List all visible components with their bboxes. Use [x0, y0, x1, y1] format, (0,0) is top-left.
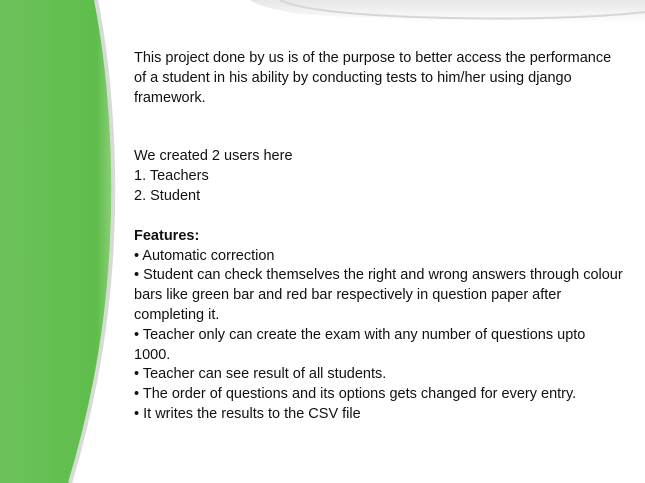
- green-curve-shape: [0, 0, 113, 483]
- feature-item: • Automatic correction: [134, 247, 275, 264]
- feature-item: • Teacher only can create the exam with any number of questions upto 1000.: [134, 326, 586, 363]
- feature-item: • Student can check themselves the right and wrong answers through colour bars like green bar and red bar respectively in question paper after completing it.: [134, 267, 623, 323]
- slide-content: [134, 49, 624, 425]
- feature-item: • The order of questions and its options gets changed for every entry.: [134, 386, 577, 403]
- users-item-student: 2. Student: [134, 187, 201, 204]
- feature-item: • It writes the results to the CSV file: [134, 405, 361, 422]
- grey-swoosh-shape: [250, 0, 645, 24]
- intro-paragraph: This project done by us is of the purpose to better access the performance of a student in his ability by conducting tests to him/her using django framework.: [134, 50, 612, 106]
- features-title: Features:: [134, 227, 200, 244]
- users-heading: We created 2 users here: [134, 148, 293, 165]
- features-section: [134, 227, 624, 425]
- users-item-teachers: 1. Teachers: [134, 168, 209, 185]
- feature-item: • Teacher can see result of all students.: [134, 366, 387, 383]
- features-list: [134, 247, 624, 425]
- users-section: [134, 147, 624, 206]
